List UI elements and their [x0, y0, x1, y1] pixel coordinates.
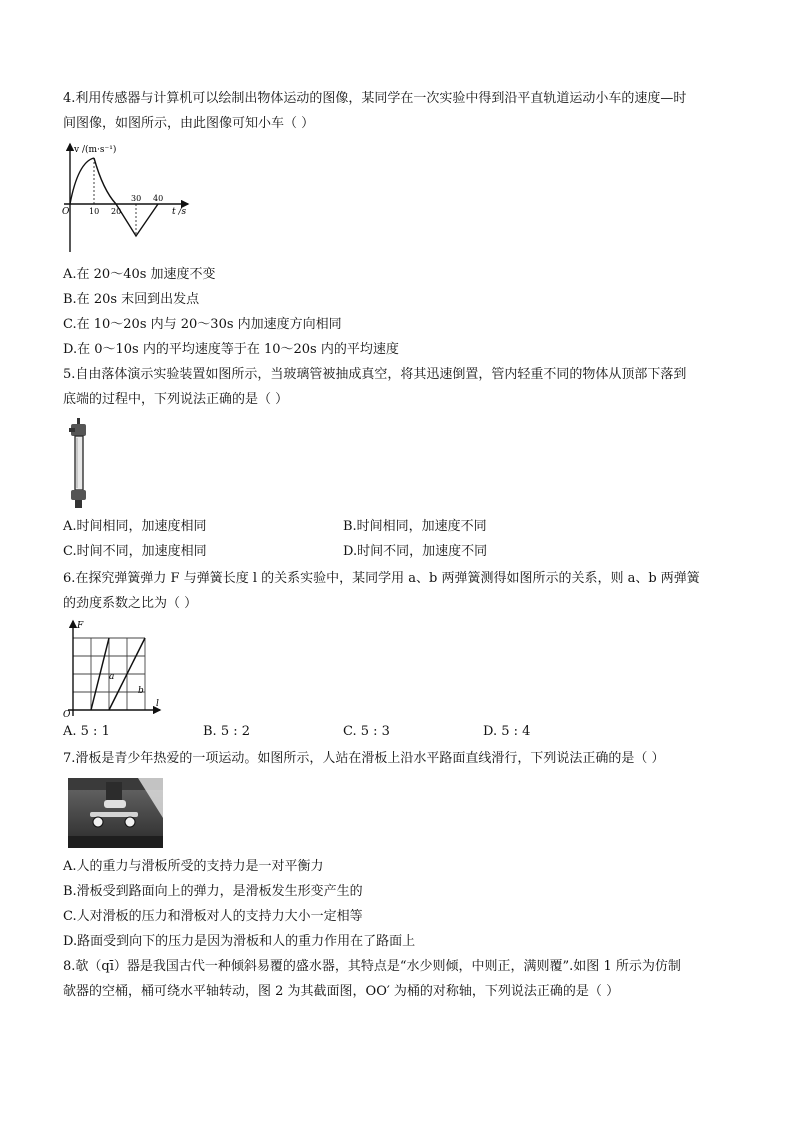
q4-tick-40: 40 [153, 194, 164, 203]
q7-option-b: B.滑板受到路面向上的弹力，是滑板发生形变产生的 [63, 884, 363, 899]
q4-velocity-time-graph [60, 140, 195, 255]
q7-option-a: A.人的重力与滑板所受的支持力是一对平衡力 [63, 859, 324, 874]
q4-curve-10-20 [94, 158, 116, 204]
q5-option-c: C.时间不同，加速度相同 [63, 544, 207, 559]
q7-wheel-right [125, 817, 135, 827]
q4-tick-20: 20 [111, 207, 122, 216]
q5-stem-line1: 5.自由落体演示实验装置如图所示，当玻璃管被抽成真空，将其迅速倒置，管内轻重不同的物体从顶部下落到 [63, 367, 687, 382]
q4-option-a: A.在 20～40s 加速度不变 [63, 267, 216, 282]
q4-line-20-40 [116, 204, 158, 236]
q7-skateboard-photo [68, 778, 163, 848]
q6-option-b: B. 5 : 2 [203, 724, 251, 739]
q7-option-c: C.人对滑板的压力和滑板对人的支持力大小一定相等 [63, 909, 363, 924]
q8-stem-line2: 欹器的空桶，桶可绕水平轴转动，图 2 为其截面图，OO′ 为桶的对称轴，下列说法正确的是（ ） [63, 984, 620, 999]
q7-shoe [104, 800, 126, 808]
q6-stem-line2: 的劲度系数之比为（ ） [63, 596, 198, 611]
q7-option-d: D.路面受到向下的压力是因为滑板和人的重力作用在了路面上 [63, 934, 416, 949]
q8-stem-line1: 8.欹（qī）器是我国古代一种倾斜易覆的盛水器，其特点是“水少则倾，中则正，满则覆”.如图 1 所示为仿制 [63, 959, 681, 974]
q5-tube-bottom-cap [71, 490, 86, 500]
q6-stem-line1: 6.在探究弹簧弹力 F 与弹簧长度 l 的关系实验中，某同学用 a、b 两弹簧测得如图所示的关系，则 a、b 两弹簧 [63, 571, 700, 586]
q4-stem-line1: 4.利用传感器与计算机可以绘制出物体运动的图像，某同学在一次实验中得到沿平直轨道运动小车的速度—时 [63, 91, 687, 106]
q4-stem-line2: 间图像，如图所示，由此图像可知小车（ ） [63, 116, 315, 131]
q5-option-d: D.时间不同，加速度不同 [343, 544, 488, 559]
q7-wheel-left [93, 817, 103, 827]
q4-option-c: C.在 10～20s 内与 20～30s 内加速度方向相同 [63, 317, 342, 332]
q6-option-d: D. 5 : 4 [483, 724, 531, 739]
q6-label-b: b [138, 686, 144, 696]
q4-tick-10: 10 [89, 207, 100, 216]
q6-xlabel: l [156, 699, 159, 709]
q4-origin: O [62, 207, 70, 217]
q6-option-a: A. 5 : 1 [63, 724, 110, 739]
q6-ylabel: F [77, 621, 84, 631]
q4-option-d: D.在 0～10s 内的平均速度等于在 10～20s 内的平均速度 [63, 342, 399, 357]
q4-option-b: B.在 20s 末回到出发点 [63, 292, 200, 307]
q4-tick-30: 30 [131, 194, 142, 203]
q5-option-b: B.时间相同，加速度不同 [343, 519, 487, 534]
q7-skateboard-deck [90, 812, 138, 817]
q5-option-a: A.时间相同，加速度相同 [63, 519, 207, 534]
q4-curve-0-10 [70, 158, 94, 204]
q6-option-c: C. 5 : 3 [343, 724, 390, 739]
q6-origin: O [63, 710, 71, 718]
q7-stem-line1: 7.滑板是青少年热爱的一项运动。如图所示，人站在滑板上沿水平路面直线滑行，下列说法正确的是（ ） [63, 751, 665, 766]
q6-label-a: a [109, 672, 115, 682]
q5-vacuum-tube-figure [64, 418, 96, 510]
q4-xlabel: t /s [172, 207, 187, 217]
q6-spring-force-graph [62, 618, 167, 718]
q4-ylabel: v /(m·s⁻¹) [74, 145, 117, 155]
q5-glass-tube [75, 436, 83, 490]
q5-stem-line2: 底端的过程中，下列说法正确的是（ ） [63, 392, 289, 407]
